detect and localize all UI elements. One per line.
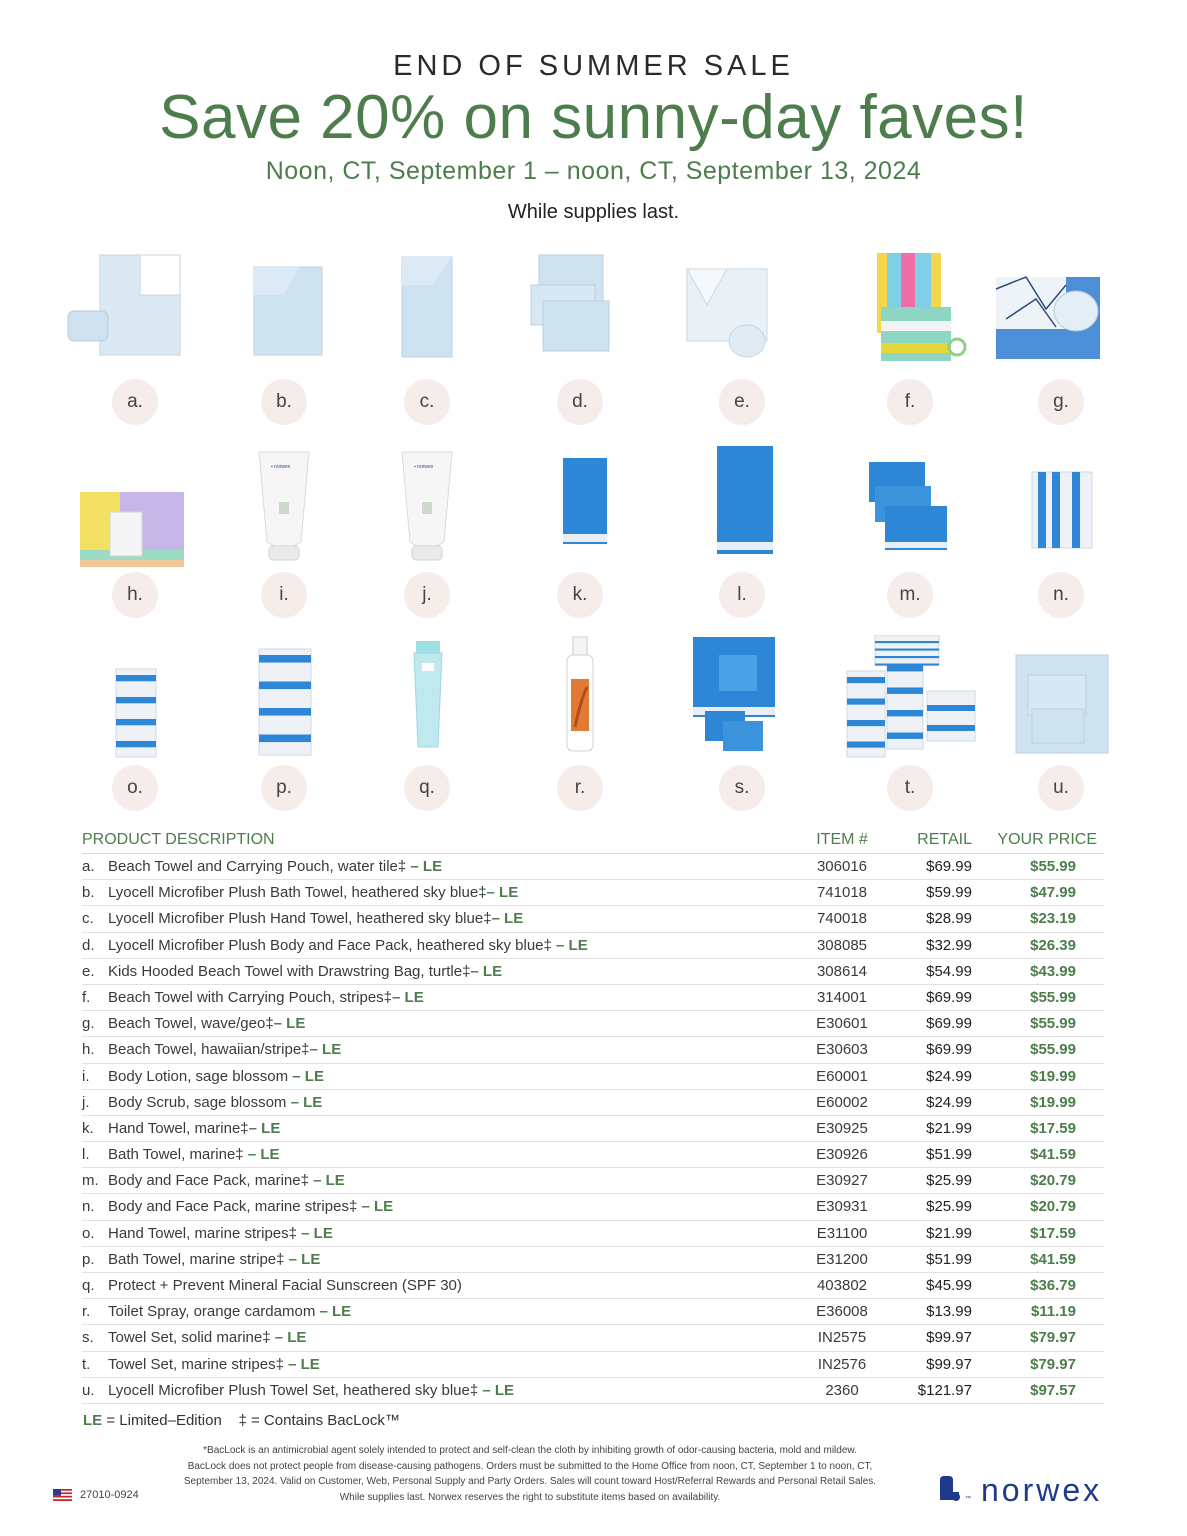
row-le-tag: – LE — [248, 1119, 281, 1137]
product-tile — [986, 442, 1136, 612]
row-letter: a. — [82, 858, 95, 875]
row-retail-price: $51.99 — [926, 1250, 972, 1268]
product-image — [505, 635, 655, 760]
row-desc-text: Body Lotion, sage blossom — [108, 1067, 289, 1085]
product-tile — [60, 442, 210, 612]
row-le-tag: – LE — [286, 1093, 323, 1111]
row-description — [108, 1094, 322, 1111]
disclaimer — [140, 1443, 920, 1505]
row-letter: c. — [82, 910, 94, 928]
row-your-price: $17.59 — [1030, 1119, 1076, 1137]
product-image — [835, 442, 985, 567]
product-image — [60, 249, 210, 374]
row-description — [108, 1356, 320, 1373]
row-your-price: $19.99 — [1030, 1067, 1076, 1085]
product-tile — [667, 249, 817, 419]
row-item-number: IN2576 — [817, 1355, 867, 1373]
row-desc-text: Beach Towel, hawaiian/stripe‡ — [108, 1041, 310, 1059]
stripe-towel-set-icon — [835, 635, 985, 760]
product-letter-badge: p. — [261, 765, 307, 811]
row-le-tag: – LE — [315, 1303, 352, 1321]
product-tile — [667, 442, 817, 612]
geo-beach-towel-icon — [986, 249, 1136, 374]
spray-bottle-icon — [505, 635, 655, 760]
row-retail-price: $25.99 — [926, 1172, 972, 1190]
product-letter-badge: s. — [719, 765, 765, 811]
row-item-number: E31200 — [816, 1250, 868, 1268]
product-letter-badge: c. — [404, 379, 450, 425]
sky-towel-set-icon — [986, 635, 1136, 760]
product-image — [986, 249, 1136, 374]
product-tile — [667, 635, 817, 805]
row-description — [108, 1198, 393, 1215]
product-tile — [209, 442, 359, 612]
row-description — [108, 1041, 341, 1058]
row-description — [108, 1303, 351, 1320]
row-description — [108, 1277, 462, 1294]
row-your-price: $26.39 — [1030, 936, 1076, 954]
product-tile — [986, 635, 1136, 805]
table-row — [82, 1037, 1104, 1063]
row-le-tag: – LE — [478, 1381, 515, 1399]
row-le-tag: – LE — [243, 1146, 280, 1164]
supplies-note: While supplies last. — [507, 201, 680, 223]
row-letter: h. — [82, 1041, 95, 1059]
row-retail-price: $21.99 — [926, 1119, 972, 1137]
row-description — [108, 1329, 306, 1346]
row-retail-price: $69.99 — [926, 858, 972, 875]
table-row — [82, 854, 1104, 880]
row-your-price: $20.79 — [1030, 1198, 1076, 1216]
row-le-tag: – LE — [273, 1015, 306, 1033]
us-flag-icon — [53, 1489, 72, 1501]
svg-text:▪ norwex: ▪ norwex — [414, 464, 434, 470]
product-image — [209, 442, 359, 567]
row-item-number: IN2575 — [817, 1329, 867, 1347]
product-tile — [352, 442, 502, 612]
row-your-price: $79.97 — [1030, 1355, 1076, 1373]
row-your-price: $55.99 — [1030, 858, 1076, 875]
row-item-number: 741018 — [816, 884, 868, 902]
stripe-hand-towel-icon — [60, 635, 210, 760]
row-retail-price: $13.99 — [926, 1303, 972, 1321]
row-desc-text: Towel Set, marine stripes‡ — [108, 1355, 284, 1373]
row-description — [108, 937, 588, 954]
row-retail-price: $121.97 — [917, 1381, 972, 1399]
legend-le-abbr: LE — [83, 1412, 103, 1429]
product-tile — [209, 249, 359, 419]
row-description — [108, 858, 442, 875]
row-retail-price: $69.99 — [926, 1015, 972, 1033]
marine-bath-towel-icon — [667, 442, 817, 567]
row-desc-text: Bath Towel, marine stripe‡ — [108, 1250, 285, 1268]
product-tile — [60, 635, 210, 805]
header-description: PRODUCT DESCRIPTION — [82, 831, 275, 848]
product-tile — [505, 442, 655, 612]
row-item-number: E31100 — [816, 1224, 868, 1242]
table-row — [82, 880, 1104, 906]
row-description — [108, 1172, 345, 1189]
product-letter-badge: h. — [112, 572, 158, 618]
hawaiian-towel-icon — [60, 442, 210, 567]
row-desc-text: Toilet Spray, orange cardamom — [108, 1303, 316, 1321]
marine-pack-icon — [835, 442, 985, 567]
row-le-tag: – LE — [486, 884, 519, 902]
row-your-price: $47.99 — [1030, 884, 1076, 902]
product-tile — [352, 249, 502, 419]
row-desc-text: Lyocell Microfiber Plush Hand Towel, heathered sky blue‡ — [108, 910, 492, 928]
row-desc-text: Kids Hooded Beach Towel with Drawstring Bag, turtle‡ — [108, 962, 471, 980]
row-desc-text: Towel Set, solid marine‡ — [108, 1329, 271, 1347]
marine-stripe-pack-icon — [986, 442, 1136, 567]
row-le-tag: – LE — [406, 858, 443, 875]
table-row — [82, 1142, 1104, 1168]
row-letter: p. — [82, 1250, 95, 1268]
row-letter: o. — [82, 1224, 95, 1242]
towel-pack-icon — [505, 249, 655, 374]
row-item-number: E36008 — [816, 1303, 868, 1321]
bath-towel-icon — [209, 249, 359, 374]
row-retail-price: $28.99 — [926, 910, 972, 928]
product-letter-badge: f. — [887, 379, 933, 425]
product-letter-badge: r. — [557, 765, 603, 811]
lotion-tube-icon — [209, 442, 359, 567]
product-image — [209, 249, 359, 374]
product-image — [352, 442, 502, 567]
table-row — [82, 1273, 1104, 1299]
row-desc-text: Hand Towel, marine‡ — [108, 1119, 249, 1137]
table-row — [82, 1221, 1104, 1247]
table-row — [82, 1011, 1104, 1037]
row-le-tag: – LE — [308, 1172, 345, 1190]
header-item: ITEM # — [816, 831, 868, 848]
row-desc-text: Beach Towel, wave/geo‡ — [108, 1015, 274, 1033]
product-letter-badge: j. — [404, 572, 450, 618]
product-image — [667, 635, 817, 760]
marine-hand-towel-icon — [505, 442, 655, 567]
row-letter: q. — [82, 1277, 95, 1294]
product-image — [667, 249, 817, 374]
sale-dates: Noon, CT, September 1 – noon, CT, September 13, 2024 — [265, 157, 922, 185]
row-letter: g. — [82, 1015, 95, 1033]
row-your-price: $20.79 — [1030, 1172, 1076, 1190]
product-image — [505, 249, 655, 374]
table-row — [82, 1090, 1104, 1116]
product-tile — [60, 249, 210, 419]
sunscreen-tube-icon — [352, 635, 502, 760]
row-your-price: $97.57 — [1030, 1381, 1076, 1399]
product-letter-badge: i. — [261, 572, 307, 618]
row-le-tag: – LE — [270, 1329, 307, 1347]
row-retail-price: $21.99 — [926, 1224, 972, 1242]
logo-mark-tm: ™ — [965, 1496, 971, 1502]
row-retail-price: $69.99 — [926, 1041, 972, 1059]
product-tile — [835, 442, 985, 612]
row-description — [108, 1146, 280, 1163]
product-letter-badge: q. — [404, 765, 450, 811]
sale-kicker: END OF SUMMER SALE — [393, 50, 794, 82]
product-letter-badge: o. — [112, 765, 158, 811]
product-letter-badge: d. — [557, 379, 603, 425]
row-description — [108, 989, 424, 1006]
row-letter: t. — [82, 1355, 91, 1373]
row-your-price: $55.99 — [1030, 1041, 1076, 1059]
row-letter: b. — [82, 884, 95, 902]
table-row — [82, 1299, 1104, 1325]
product-image — [352, 635, 502, 760]
row-item-number: E60002 — [816, 1093, 868, 1111]
header-retail: RETAIL — [917, 831, 972, 848]
row-le-tag: – LE — [392, 988, 424, 1006]
product-tile — [835, 635, 985, 805]
row-desc-text: Hand Towel, marine stripes‡ — [108, 1224, 297, 1242]
row-retail-price: $24.99 — [926, 1067, 972, 1085]
row-description — [108, 1382, 514, 1399]
product-tile — [835, 249, 985, 419]
row-retail-price: $51.99 — [926, 1146, 972, 1164]
product-letter-badge: u. — [1038, 765, 1084, 811]
row-item-number: 308614 — [816, 962, 868, 980]
marine-towel-set-icon — [667, 635, 817, 760]
norwex-logo-mark-icon — [940, 1476, 960, 1501]
row-le-tag: – LE — [551, 936, 588, 954]
row-description — [108, 1120, 280, 1137]
table-row — [82, 1194, 1104, 1220]
row-item-number: 314001 — [816, 988, 868, 1006]
disclaimer-line: September 13, 2024. Valid on Customer, Web, Personal Supply and Party Orders. Sales will count toward Host/Referral Rewards and Personal Retail Sales. — [183, 1476, 877, 1487]
product-letter-badge: l. — [719, 572, 765, 618]
hooded-towel-icon — [667, 249, 817, 374]
product-tile — [986, 249, 1136, 419]
row-letter: f. — [82, 988, 91, 1006]
svg-text:▪ norwex: ▪ norwex — [271, 464, 291, 470]
table-body — [82, 854, 1104, 1404]
row-letter: d. — [82, 936, 95, 954]
row-your-price: $41.59 — [1030, 1146, 1076, 1164]
row-your-price: $41.59 — [1030, 1250, 1076, 1268]
product-image — [505, 442, 655, 567]
row-desc-text: Body Scrub, sage blossom — [108, 1093, 287, 1111]
row-letter: i. — [82, 1067, 90, 1085]
row-your-price: $36.79 — [1030, 1277, 1076, 1294]
product-letter-badge: b. — [261, 379, 307, 425]
row-letter: l. — [82, 1146, 90, 1164]
logo-wordmark: norwex — [981, 1472, 1103, 1508]
scrub-tube-icon — [352, 442, 502, 567]
legend-le-text: = Limited–Edition — [102, 1412, 222, 1429]
table-row — [82, 906, 1104, 932]
row-letter: m. — [82, 1172, 99, 1190]
row-letter: e. — [82, 962, 95, 980]
row-item-number: 740018 — [816, 910, 868, 928]
row-item-number: 2360 — [825, 1381, 859, 1399]
row-retail-price: $32.99 — [926, 936, 972, 954]
product-letter-badge: g. — [1038, 379, 1084, 425]
product-image — [667, 442, 817, 567]
row-item-number: E30931 — [816, 1198, 868, 1216]
product-image — [986, 635, 1136, 760]
product-tile — [352, 635, 502, 805]
row-item-number: E30601 — [816, 1015, 868, 1033]
legend — [83, 1412, 400, 1429]
row-retail-price: $45.99 — [926, 1277, 972, 1294]
table-row — [82, 1352, 1104, 1378]
row-retail-price: $24.99 — [926, 1093, 972, 1111]
row-desc-text: Lyocell Microfiber Plush Body and Face Pack, heathered sky blue‡ — [108, 936, 552, 954]
row-retail-price: $59.99 — [926, 884, 972, 902]
row-item-number: E60001 — [816, 1067, 868, 1085]
row-retail-price: $54.99 — [926, 962, 972, 980]
table-row — [82, 1116, 1104, 1142]
row-item-number: E30926 — [816, 1146, 868, 1164]
beach-towel-pouch-icon — [60, 249, 210, 374]
row-desc-text: Body and Face Pack, marine stripes‡ — [108, 1198, 358, 1216]
row-item-number: E30927 — [816, 1172, 868, 1190]
product-image — [986, 442, 1136, 567]
row-retail-price: $25.99 — [926, 1198, 972, 1216]
table-row — [82, 1247, 1104, 1273]
row-desc-text: Lyocell Microfiber Plush Bath Towel, heathered sky blue‡ — [108, 884, 487, 902]
row-le-tag: – LE — [470, 962, 503, 980]
row-item-number: 308085 — [816, 936, 868, 954]
sale-headline: Save 20% on sunny-day faves! — [159, 83, 1028, 152]
row-desc-text: Beach Towel with Carrying Pouch, stripes‡ — [108, 988, 393, 1006]
product-tile — [505, 249, 655, 419]
product-image — [209, 635, 359, 760]
product-letter-badge: n. — [1038, 572, 1084, 618]
row-your-price: $55.99 — [1030, 988, 1076, 1006]
striped-beach-towel-icon — [835, 249, 985, 374]
row-description — [108, 963, 502, 980]
product-letter-badge: t. — [887, 765, 933, 811]
product-letter-badge: m. — [887, 572, 933, 618]
row-your-price: $11.19 — [1030, 1303, 1076, 1321]
row-letter: s. — [82, 1329, 94, 1347]
row-description — [108, 1015, 305, 1032]
table-row — [82, 1064, 1104, 1090]
stripe-bath-towel-icon — [209, 635, 359, 760]
norwex-logo — [937, 1470, 1137, 1510]
disclaimer-line: While supplies last. Norwex reserves the right to substitute items based on availability. — [339, 1491, 721, 1503]
product-image — [835, 249, 985, 374]
row-your-price: $17.59 — [1030, 1224, 1076, 1242]
table-row — [82, 1325, 1104, 1351]
header-your-price: YOUR PRICE — [997, 831, 1097, 848]
row-desc-text: Protect + Prevent Mineral Facial Sunscreen (SPF 30) — [108, 1277, 462, 1294]
table-row — [82, 933, 1104, 959]
row-le-tag: – LE — [309, 1041, 342, 1059]
row-retail-price: $69.99 — [926, 988, 972, 1006]
product-tile — [505, 635, 655, 805]
row-le-tag: – LE — [491, 910, 524, 928]
row-le-tag: – LE — [296, 1224, 333, 1242]
row-your-price: $23.19 — [1030, 910, 1076, 928]
product-table — [82, 828, 1104, 1404]
row-your-price: $79.97 — [1030, 1329, 1076, 1347]
row-desc-text: Lyocell Microfiber Plush Towel Set, heathered sky blue‡ — [108, 1381, 479, 1399]
product-tile — [209, 635, 359, 805]
row-description — [108, 884, 518, 901]
row-description — [108, 910, 523, 927]
row-item-number: 403802 — [816, 1277, 868, 1294]
row-letter: k. — [82, 1119, 94, 1137]
row-letter: j. — [82, 1093, 90, 1111]
row-description — [108, 1068, 324, 1085]
hand-towel-icon — [352, 249, 502, 374]
table-row — [82, 1168, 1104, 1194]
catalog-code: 27010-0924 — [80, 1489, 139, 1501]
row-item-number: E30603 — [816, 1041, 868, 1059]
product-image — [60, 635, 210, 760]
product-letter-badge: e. — [719, 379, 765, 425]
table-row — [82, 985, 1104, 1011]
disclaimer-line: *BacLock is an antimicrobial agent solely intended to protect and self-clean the cloth by inhibiting growth of odor-causing bacteria, mold and mildew. — [203, 1445, 857, 1456]
product-letter-badge: k. — [557, 572, 603, 618]
row-desc-text: Beach Towel and Carrying Pouch, water tile‡ — [108, 858, 407, 875]
legend-baclock: ‡ = Contains BacLock™ — [238, 1412, 400, 1429]
row-item-number: E30925 — [816, 1119, 868, 1137]
row-your-price: $19.99 — [1030, 1093, 1076, 1111]
row-le-tag: – LE — [283, 1355, 320, 1373]
row-letter: n. — [82, 1198, 95, 1216]
product-image — [352, 249, 502, 374]
row-retail-price: $99.97 — [926, 1329, 972, 1347]
row-your-price: $55.99 — [1030, 1015, 1076, 1033]
row-retail-price: $99.97 — [926, 1355, 972, 1373]
row-letter: r. — [82, 1303, 91, 1321]
row-desc-text: Body and Face Pack, marine‡ — [108, 1172, 309, 1190]
row-description — [108, 1251, 320, 1268]
product-letter-badge: a. — [112, 379, 158, 425]
product-image — [835, 635, 985, 760]
row-le-tag: – LE — [357, 1198, 394, 1216]
row-item-number: 306016 — [816, 858, 868, 875]
row-description — [108, 1225, 333, 1242]
row-letter: u. — [82, 1381, 95, 1399]
row-le-tag: – LE — [284, 1250, 321, 1268]
row-your-price: $43.99 — [1030, 962, 1076, 980]
table-header — [82, 828, 1104, 854]
row-le-tag: – LE — [288, 1067, 324, 1085]
product-image — [60, 442, 210, 567]
table-row — [82, 1378, 1104, 1404]
table-row — [82, 959, 1104, 985]
disclaimer-line: BacLock does not protect people from disease-causing pathogens. Orders must be submitted to the Home Office from noon, CT, September 1 to noon, CT, — [187, 1460, 873, 1472]
row-desc-text: Bath Towel, marine‡ — [108, 1146, 244, 1164]
